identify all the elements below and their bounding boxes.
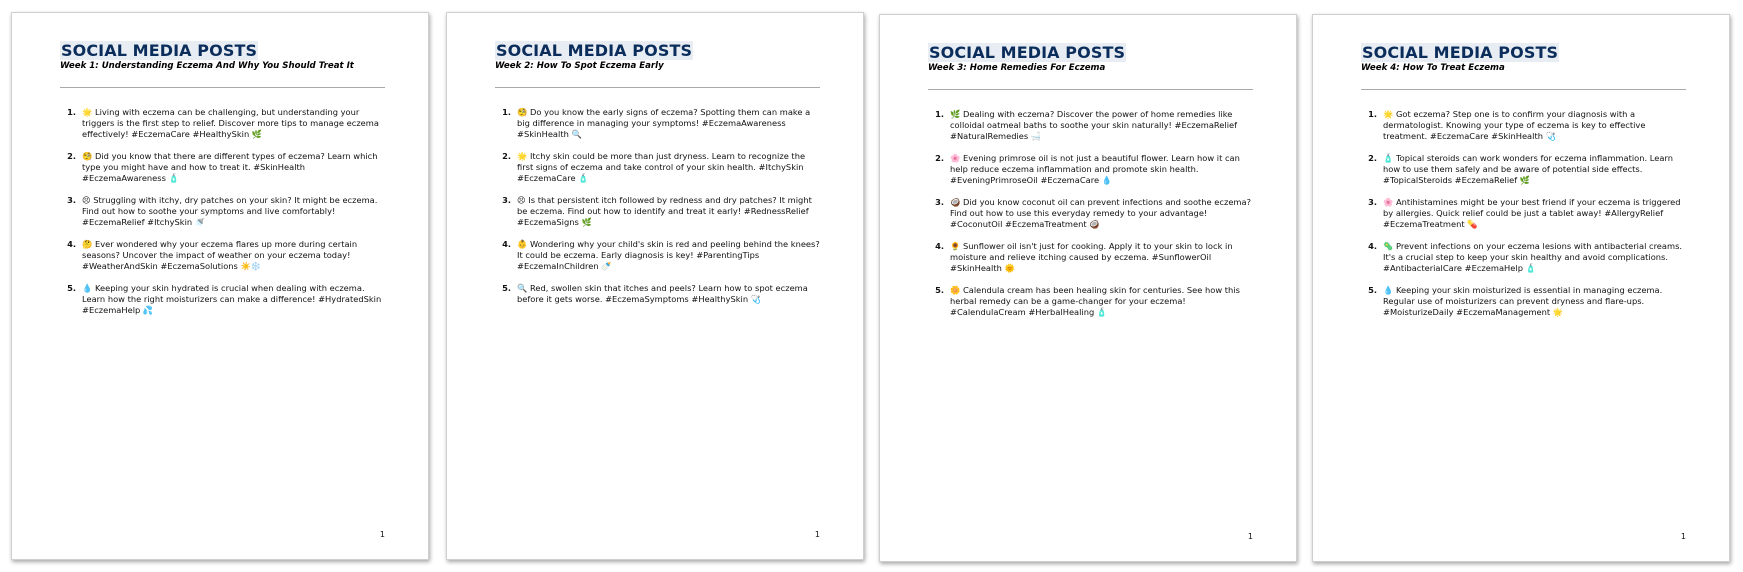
item-number: 3.	[502, 195, 511, 205]
item-number: 4.	[1368, 241, 1377, 251]
item-number: 2.	[1368, 153, 1377, 163]
divider	[928, 89, 1253, 90]
post-text: 😣 Is that persistent itch followed by redness and dry patches? It might be eczema. Find out how to identify and treat it early! #RednessRelief #EczemaSigns 🌿	[517, 195, 812, 227]
document-page-week-2	[446, 12, 864, 560]
post-text: 🌸 Antihistamines might be your best friend if your eczema is triggered by allergies. Quick relief could be just a tablet away! #AllergyRelief #EczemaTreatment 💊	[1383, 197, 1681, 229]
list-item	[495, 283, 823, 305]
page-title: SOCIAL MEDIA POSTS	[929, 43, 1126, 62]
post-text: 🤔 Ever wondered why your eczema flares up more during certain seasons? Uncover the impact of weather on your eczema today! #WeatherAndSkin #EczemaSolutions ☀️❄️	[82, 239, 358, 271]
list-item	[1361, 197, 1689, 230]
post-text: 🌿 Dealing with eczema? Discover the power of home remedies like colloidal oatmeal baths to soothe your skin naturally! #EczemaRelief #NaturalRemedies 🛁	[950, 109, 1238, 141]
divider	[1361, 89, 1686, 90]
item-number: 2.	[502, 151, 511, 161]
post-text: 🥥 Did you know coconut oil can prevent infections and soothe eczema? Find out how to use this everyday remedy to your advantage! #CoconutOil #EczemaTreatment 🥥	[950, 197, 1251, 229]
divider	[60, 87, 385, 88]
post-text: 💧 Keeping your skin hydrated is crucial when dealing with eczema. Learn how the right moisturizers can make a difference! #HydratedSkin #EczemaHelp 💦	[82, 283, 382, 315]
list-item	[928, 109, 1256, 142]
divider	[495, 87, 820, 88]
list-item	[1361, 241, 1689, 274]
post-text: 🌻 Sunflower oil isn't just for cooking. Apply it to your skin to lock in moisture and relieve itching caused by eczema. #SunflowerOil #SkinHealth 🌞	[950, 241, 1233, 273]
item-number: 4.	[935, 241, 944, 251]
page-subtitle: Week 2: How To Spot Eczema Early	[495, 61, 664, 71]
list-item	[60, 151, 388, 184]
list-item	[495, 107, 823, 140]
page-subtitle: Week 3: Home Remedies For Eczema	[928, 63, 1106, 73]
item-number: 4.	[502, 239, 511, 249]
post-list	[1361, 109, 1689, 329]
page-number: 1	[1247, 532, 1253, 541]
list-item	[60, 283, 388, 316]
post-text: 🌸 Evening primrose oil is not just a beautiful flower. Learn how it can help reduce eczema inflammation and promote skin health. #EveningPrimroseOil #EczemaCare 💧	[950, 153, 1240, 185]
document-page-week-4	[1312, 14, 1730, 562]
post-text: 🔍 Red, swollen skin that itches and peels? Learn how to spot eczema before it gets worse. #EczemaSymptoms #HealthySkin 🩺	[517, 283, 808, 304]
item-number: 1.	[67, 107, 76, 117]
post-text: 🌟 Living with eczema can be challenging, but understanding your triggers is the first step to relief. Discover more tips to manage eczema effectively! #EczemaCare #HealthySkin 🌿	[82, 107, 379, 139]
post-text: 🧐 Did you know that there are different types of eczema? Learn which type you might have and how to treat it. #SkinHealth #EczemaAwareness 🧴	[82, 151, 378, 183]
post-text: 👶 Wondering why your child's skin is red and peeling behind the knees? It could be eczema. Early diagnosis is key! #ParentingTips #EczemaInChildren 🍼	[517, 239, 820, 271]
post-text: 🧴 Topical steroids can work wonders for eczema inflammation. Learn how to use them safely and be aware of potential side effects. #TopicalSteroids #EczemaRelief 🌿	[1383, 153, 1673, 185]
list-item	[495, 151, 823, 184]
page-number: 1	[379, 530, 385, 539]
list-item	[60, 239, 388, 272]
page-subtitle: Week 1: Understanding Eczema And Why You Should Treat It	[60, 61, 354, 71]
list-item	[60, 107, 388, 140]
list-item	[928, 241, 1256, 274]
post-text: 🌟 Itchy skin could be more than just dryness. Learn to recognize the first signs of eczema and take control of your skin health. #ItchySkin #EczemaCare 🧴	[517, 151, 806, 183]
item-number: 4.	[67, 239, 76, 249]
list-item	[928, 285, 1256, 318]
item-number: 3.	[67, 195, 76, 205]
list-item	[60, 195, 388, 228]
item-number: 5.	[502, 283, 511, 293]
item-number: 3.	[935, 197, 944, 207]
item-number: 5.	[935, 285, 944, 295]
item-number: 5.	[1368, 285, 1377, 295]
item-number: 2.	[67, 151, 76, 161]
post-text: 🌟 Got eczema? Step one is to confirm your diagnosis with a dermatologist. Knowing your type of eczema is key to effective treatment. #EczemaCare #SkinHealth 🩺	[1383, 109, 1646, 141]
page-title: SOCIAL MEDIA POSTS	[496, 41, 693, 60]
post-text: 🌼 Calendula cream has been healing skin for centuries. See how this herbal remedy can be a game-changer for your eczema! #CalendulaCream #HerbalHealing 🧴	[950, 285, 1240, 317]
page-title: SOCIAL MEDIA POSTS	[61, 41, 258, 60]
item-number: 2.	[935, 153, 944, 163]
post-list	[495, 107, 823, 316]
item-number: 5.	[67, 283, 76, 293]
page-title: SOCIAL MEDIA POSTS	[1362, 43, 1559, 62]
list-item	[1361, 153, 1689, 186]
page-number: 1	[1680, 532, 1686, 541]
list-item	[928, 197, 1256, 230]
post-text: 😣 Struggling with itchy, dry patches on your skin? It might be eczema. Find out how to soothe your symptoms and live comfortably! #EczemaRelief #ItchySkin 🚿	[82, 195, 378, 227]
item-number: 1.	[502, 107, 511, 117]
page-subtitle: Week 4: How To Treat Eczema	[1361, 63, 1505, 73]
document-page-week-1	[11, 12, 429, 560]
post-text: 🦠 Prevent infections on your eczema lesions with antibacterial creams. It's a crucial step to keep your skin healthy and avoid complications. #AntibacterialCare #EczemaHelp 🧴	[1383, 241, 1683, 273]
item-number: 1.	[935, 109, 944, 119]
list-item	[495, 239, 823, 272]
post-list	[928, 109, 1256, 329]
post-text: 💧 Keeping your skin moisturized is essential in managing eczema. Regular use of moisturizers can prevent dryness and flare-ups. #MoisturizeDaily #EczemaManagement 🌟	[1383, 285, 1663, 317]
list-item	[1361, 109, 1689, 142]
list-item	[1361, 285, 1689, 318]
list-item	[495, 195, 823, 228]
post-list	[60, 107, 388, 327]
item-number: 1.	[1368, 109, 1377, 119]
item-number: 3.	[1368, 197, 1377, 207]
list-item	[928, 153, 1256, 186]
post-text: 🧐 Do you know the early signs of eczema? Spotting them can make a big difference in managing your symptoms! #EczemaAwareness #SkinHealth 🔍	[517, 107, 811, 139]
document-page-week-3	[879, 14, 1297, 562]
page-number: 1	[814, 530, 820, 539]
